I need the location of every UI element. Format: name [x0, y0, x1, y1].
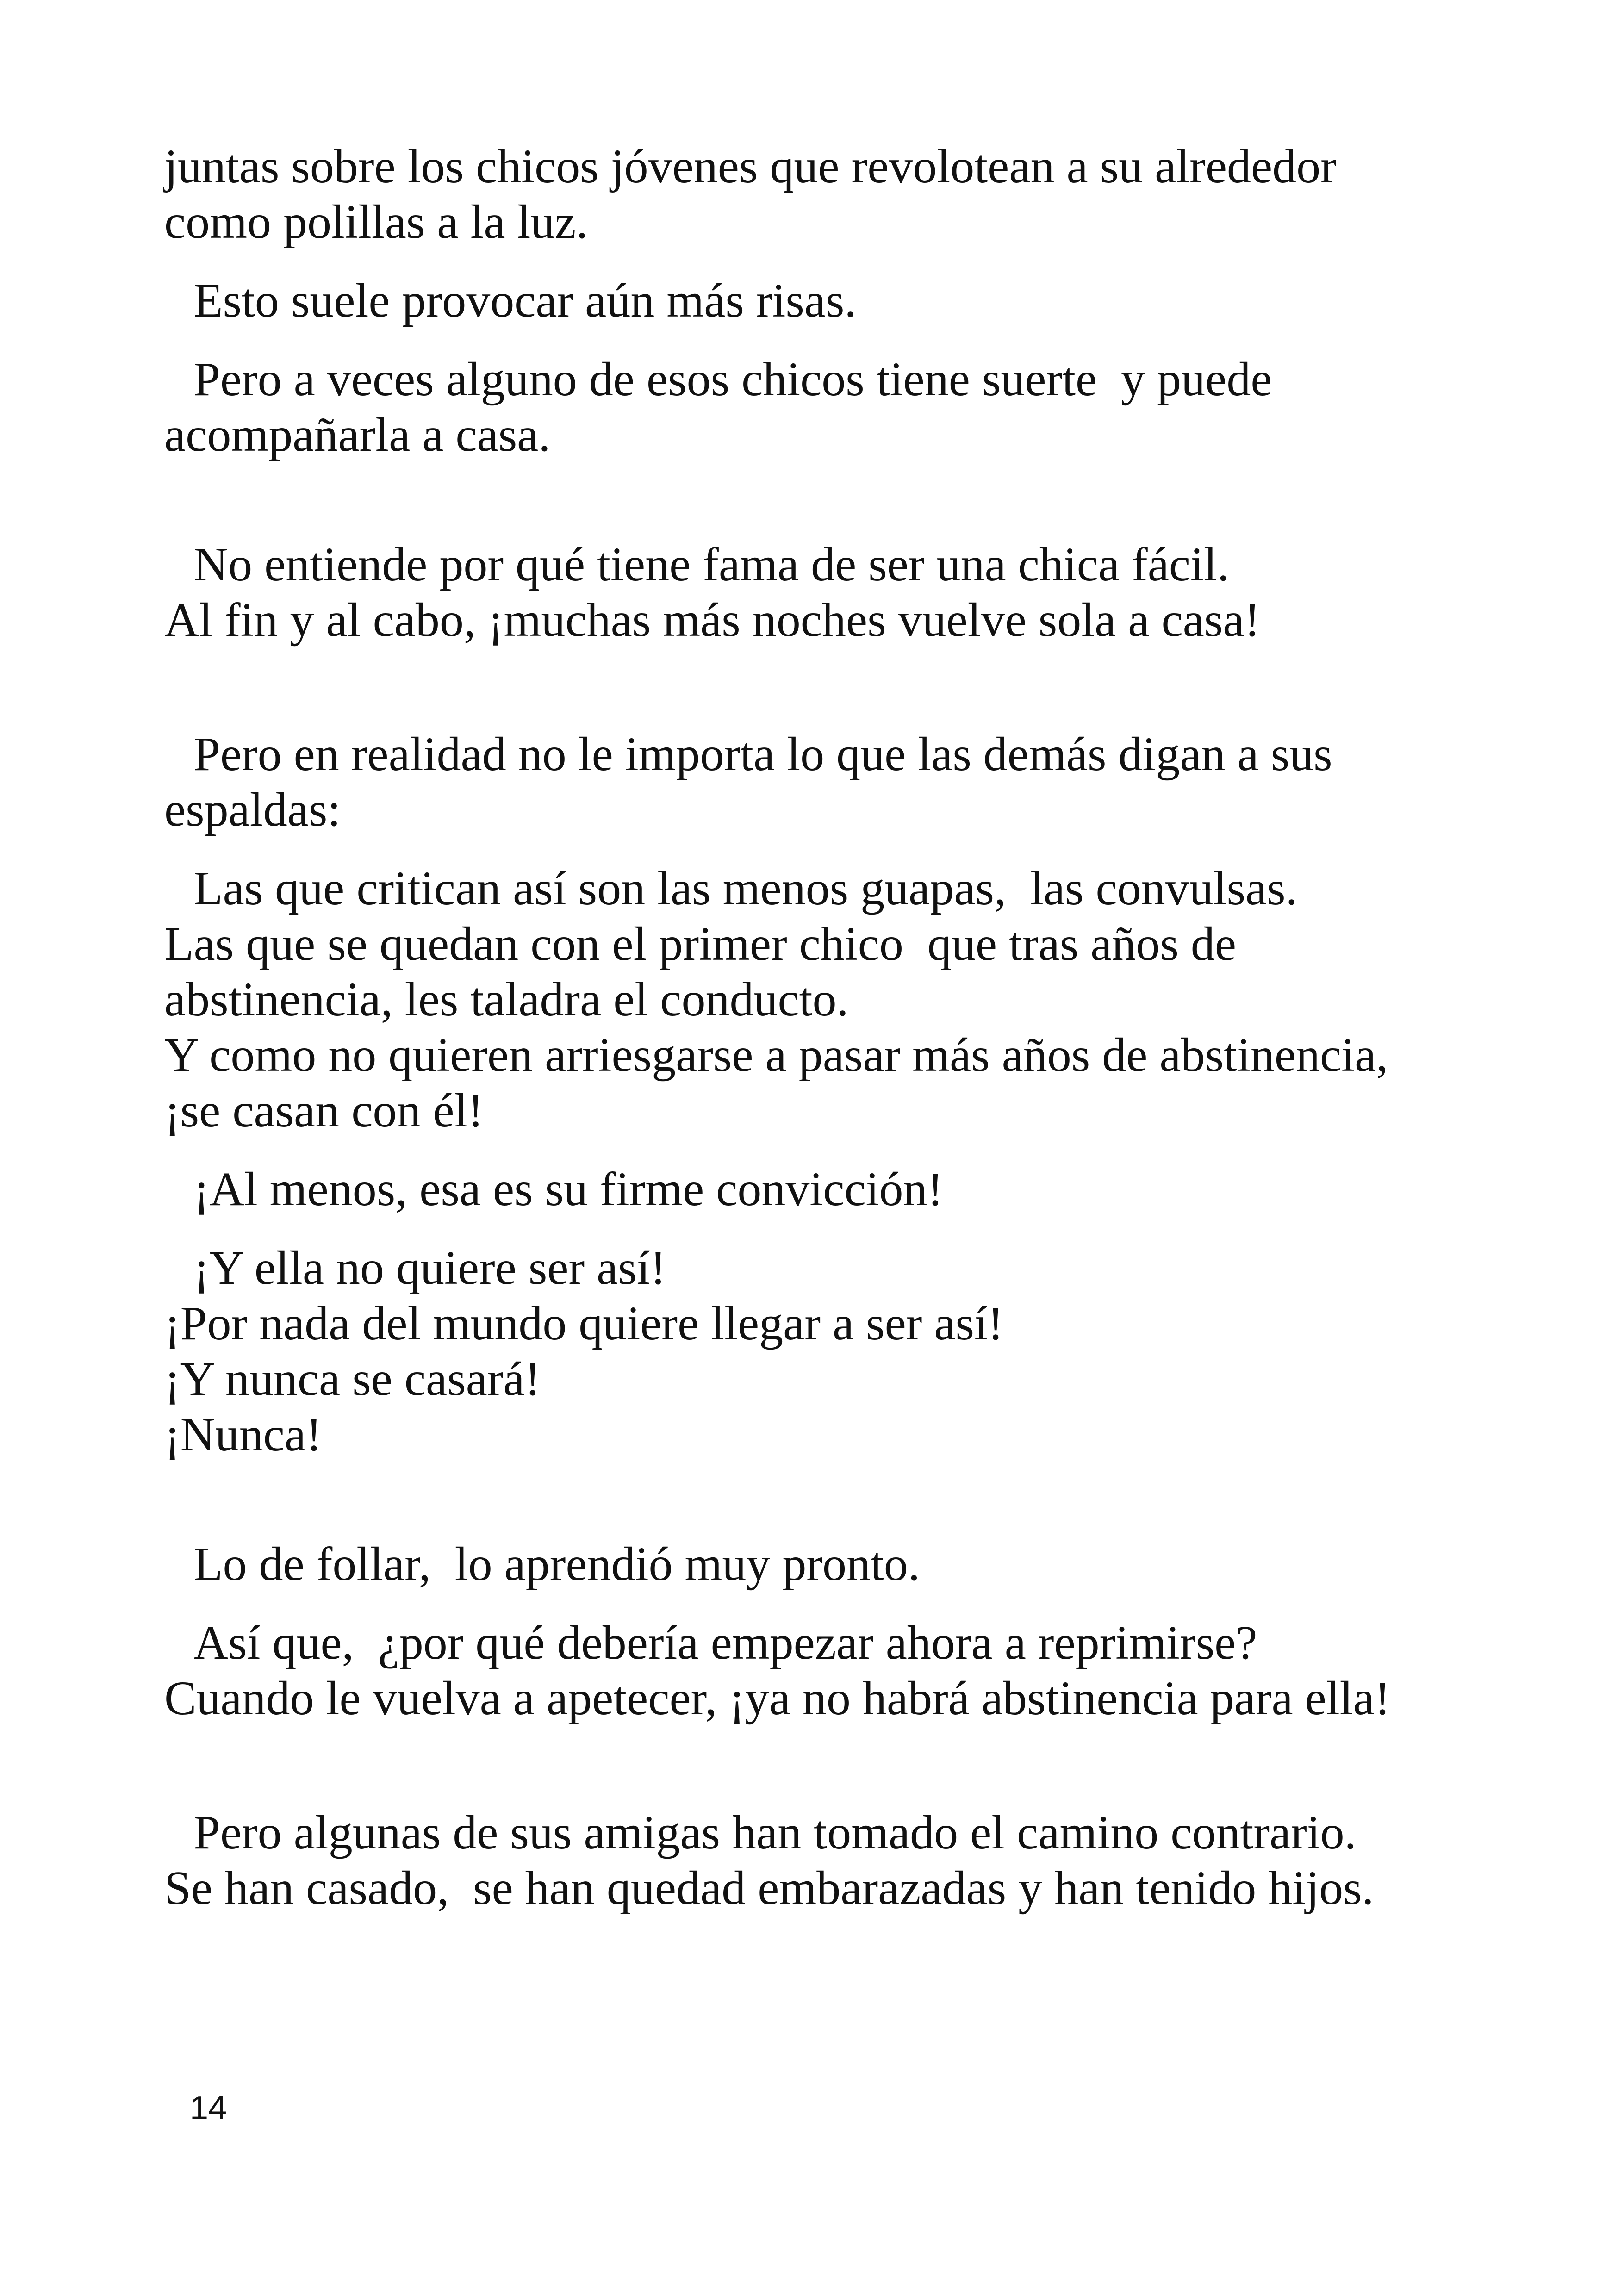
text-line: espaldas: — [164, 783, 341, 836]
text-line: juntas sobre los chicos jóvenes que revolotean a su alrededor — [164, 140, 1337, 193]
text-line: Pero algunas de sus amigas han tomado el camino contrario. — [193, 1806, 1357, 1859]
text-line: Cuando le vuelva a apetecer, ¡ya no habrá abstinencia para ella! — [164, 1672, 1391, 1725]
text-line: ¡Y nunca se casará! — [164, 1352, 541, 1406]
text-line: ¡se casan con él! — [164, 1084, 484, 1137]
text-line: Las que se quedan con el primer chico que tras años de — [164, 917, 1237, 971]
text-line: ¡Por nada del mundo quiere llegar a ser así! — [164, 1297, 1004, 1350]
page-number: 14 — [190, 2090, 227, 2127]
text-line: Pero a veces alguno de esos chicos tiene suerte y puede — [193, 353, 1272, 406]
text-line: ¡Al menos, esa es su firme convicción! — [193, 1163, 944, 1216]
text-line: ¡Y ella no quiere ser así! — [193, 1241, 666, 1294]
text-line: Y como no quieren arriesgarse a pasar más años de abstinencia, — [164, 1028, 1388, 1082]
text-line: ¡Nunca! — [164, 1408, 322, 1461]
text-line: Las que critican así son las menos guapas, las convulsas. — [193, 862, 1298, 915]
text-line: como polillas a la luz. — [164, 195, 588, 249]
text-line: No entiende por qué tiene fama de ser una chica fácil. — [193, 538, 1229, 591]
text-line: Lo de follar, lo aprendió muy pronto. — [193, 1537, 920, 1591]
text-line: abstinencia, les taladra el conducto. — [164, 973, 849, 1026]
text-line: Esto suele provocar aún más risas. — [193, 274, 857, 327]
text-line: acompañarla a casa. — [164, 408, 551, 461]
text-line: Se han casado, se han quedad embarazadas y han tenido hijos. — [164, 1861, 1374, 1915]
text-line: Al fin y al cabo, ¡muchas más noches vuelve sola a casa! — [164, 593, 1261, 647]
text-line: Así que, ¿por qué debería empezar ahora a reprimirse? — [193, 1616, 1257, 1669]
text-line: Pero en realidad no le importa lo que las demás digan a sus — [193, 728, 1332, 781]
